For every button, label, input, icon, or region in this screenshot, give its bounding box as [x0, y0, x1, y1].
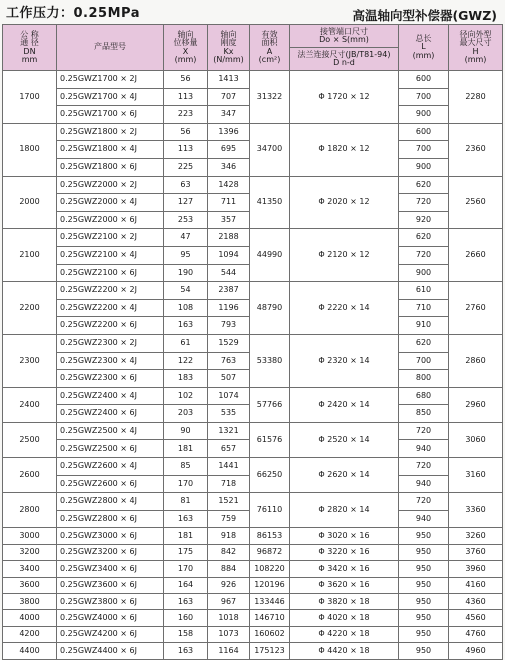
displacement-cell: 56	[164, 71, 208, 89]
table-row	[3, 493, 503, 511]
pipe-size-cell: Φ 3620 × 16	[290, 577, 399, 593]
length-cell: 940	[399, 510, 449, 528]
area-cell: 160602	[250, 626, 290, 642]
displacement-cell: 170	[164, 561, 208, 577]
pipe-size-cell: Φ 4420 × 18	[290, 643, 399, 659]
length-cell: 720	[399, 194, 449, 212]
stiffness-cell: 1094	[208, 246, 250, 264]
length-cell: 950	[399, 561, 449, 577]
area-cell: 146710	[250, 610, 290, 626]
length-cell: 720	[399, 422, 449, 440]
table-row	[3, 123, 503, 141]
pipe-size-cell: Φ 3220 × 16	[290, 544, 399, 560]
stiffness-cell: 718	[208, 475, 250, 493]
displacement-cell: 95	[164, 246, 208, 264]
model-cell: 0.25GWZ4000 × 6J	[57, 610, 164, 626]
length-cell: 720	[399, 493, 449, 511]
stiffness-cell: 711	[208, 194, 250, 212]
outer-size-cell: 4560	[449, 610, 503, 626]
dn-cell: 1700	[3, 71, 57, 124]
length-cell: 600	[399, 123, 449, 141]
displacement-cell: 54	[164, 282, 208, 300]
displacement-cell: 223	[164, 106, 208, 124]
stiffness-cell: 1529	[208, 334, 250, 352]
model-cell: 0.25GWZ1800 × 2J	[57, 123, 164, 141]
outer-size-cell: 2560	[449, 176, 503, 229]
outer-size-cell: 3960	[449, 561, 503, 577]
stiffness-cell: 1428	[208, 176, 250, 194]
length-cell: 720	[399, 458, 449, 476]
area-cell: 120196	[250, 577, 290, 593]
table-row	[3, 577, 503, 593]
stiffness-cell: 926	[208, 577, 250, 593]
table-row	[3, 229, 503, 247]
spec-table-body	[3, 71, 503, 660]
stiffness-cell: 1321	[208, 422, 250, 440]
outer-size-cell: 4960	[449, 643, 503, 659]
model-cell: 0.25GWZ2100 × 4J	[57, 246, 164, 264]
area-cell: 57766	[250, 387, 290, 422]
outer-size-cell: 3760	[449, 544, 503, 560]
outer-size-cell: 3160	[449, 458, 503, 493]
stiffness-cell: 695	[208, 141, 250, 159]
length-cell: 610	[399, 282, 449, 300]
dn-cell: 2400	[3, 387, 57, 422]
displacement-cell: 113	[164, 141, 208, 159]
model-cell: 0.25GWZ2000 × 6J	[57, 211, 164, 229]
stiffness-cell: 657	[208, 440, 250, 458]
header-dn: 公 称 通 径 DN mm	[3, 25, 57, 71]
stiffness-cell: 2188	[208, 229, 250, 247]
model-cell: 0.25GWZ2600 × 4J	[57, 458, 164, 476]
displacement-cell: 163	[164, 594, 208, 610]
length-cell: 800	[399, 370, 449, 388]
dn-cell: 2800	[3, 493, 57, 528]
displacement-cell: 63	[164, 176, 208, 194]
displacement-cell: 225	[164, 158, 208, 176]
area-cell: 53380	[250, 334, 290, 387]
length-cell: 700	[399, 88, 449, 106]
length-cell: 620	[399, 176, 449, 194]
header-stiffness: 轴向 刚度 Kx (N/mm)	[208, 25, 250, 71]
dn-cell: 3400	[3, 561, 57, 577]
displacement-cell: 164	[164, 577, 208, 593]
length-cell: 900	[399, 106, 449, 124]
table-row	[3, 387, 503, 405]
dn-cell: 4200	[3, 626, 57, 642]
area-cell: 44990	[250, 229, 290, 282]
stiffness-cell: 544	[208, 264, 250, 282]
pipe-size-cell: Φ 2420 × 14	[290, 387, 399, 422]
outer-size-cell: 2960	[449, 387, 503, 422]
model-cell: 0.25GWZ4200 × 6J	[57, 626, 164, 642]
area-cell: 96872	[250, 544, 290, 560]
dn-cell: 2000	[3, 176, 57, 229]
displacement-cell: 253	[164, 211, 208, 229]
displacement-cell: 90	[164, 422, 208, 440]
dn-cell: 2300	[3, 334, 57, 387]
length-cell: 850	[399, 405, 449, 423]
outer-size-cell: 2860	[449, 334, 503, 387]
area-cell: 76110	[250, 493, 290, 528]
area-cell: 133446	[250, 594, 290, 610]
outer-size-cell: 4360	[449, 594, 503, 610]
area-cell: 61576	[250, 422, 290, 457]
area-cell: 41350	[250, 176, 290, 229]
stiffness-cell: 763	[208, 352, 250, 370]
displacement-cell: 160	[164, 610, 208, 626]
model-cell: 0.25GWZ2200 × 6J	[57, 317, 164, 335]
area-cell: 175123	[250, 643, 290, 659]
model-cell: 0.25GWZ2300 × 2J	[57, 334, 164, 352]
stiffness-cell: 1073	[208, 626, 250, 642]
model-cell: 0.25GWZ1700 × 4J	[57, 88, 164, 106]
stiffness-cell: 707	[208, 88, 250, 106]
displacement-cell: 163	[164, 510, 208, 528]
stiffness-cell: 357	[208, 211, 250, 229]
displacement-cell: 203	[164, 405, 208, 423]
model-cell: 0.25GWZ1700 × 6J	[57, 106, 164, 124]
displacement-cell: 163	[164, 643, 208, 659]
displacement-cell: 81	[164, 493, 208, 511]
length-cell: 950	[399, 594, 449, 610]
area-cell: 66250	[250, 458, 290, 493]
area-cell: 34700	[250, 123, 290, 176]
length-cell: 620	[399, 229, 449, 247]
stiffness-cell: 2387	[208, 282, 250, 300]
model-cell: 0.25GWZ2300 × 6J	[57, 370, 164, 388]
outer-size-cell: 2660	[449, 229, 503, 282]
outer-size-cell: 2760	[449, 282, 503, 335]
pipe-size-cell: Φ 3020 × 16	[290, 528, 399, 544]
stiffness-cell: 535	[208, 405, 250, 423]
model-cell: 0.25GWZ1800 × 6J	[57, 158, 164, 176]
pipe-size-cell: Φ 4220 × 18	[290, 626, 399, 642]
dn-cell: 3800	[3, 594, 57, 610]
model-cell: 0.25GWZ3600 × 6J	[57, 577, 164, 593]
displacement-cell: 183	[164, 370, 208, 388]
dn-cell: 4000	[3, 610, 57, 626]
table-row	[3, 626, 503, 642]
table-row	[3, 528, 503, 544]
model-cell: 0.25GWZ4400 × 6J	[57, 643, 164, 659]
displacement-cell: 122	[164, 352, 208, 370]
area-cell: 86153	[250, 528, 290, 544]
model-cell: 0.25GWZ2800 × 4J	[57, 493, 164, 511]
length-cell: 620	[399, 334, 449, 352]
model-cell: 0.25GWZ2800 × 6J	[57, 510, 164, 528]
table-row	[3, 71, 503, 89]
model-cell: 0.25GWZ2300 × 4J	[57, 352, 164, 370]
table-row	[3, 610, 503, 626]
area-cell: 108220	[250, 561, 290, 577]
area-cell: 48790	[250, 282, 290, 335]
header-outer-size: 径向外型 最大尺寸 H (mm)	[449, 25, 503, 71]
model-cell: 0.25GWZ2100 × 2J	[57, 229, 164, 247]
stiffness-cell: 884	[208, 561, 250, 577]
displacement-cell: 108	[164, 299, 208, 317]
model-cell: 0.25GWZ2400 × 6J	[57, 405, 164, 423]
model-cell: 0.25GWZ3200 × 6J	[57, 544, 164, 560]
stiffness-cell: 507	[208, 370, 250, 388]
model-cell: 0.25GWZ2000 × 2J	[57, 176, 164, 194]
table-row	[3, 643, 503, 659]
displacement-cell: 127	[164, 194, 208, 212]
displacement-cell: 61	[164, 334, 208, 352]
displacement-cell: 113	[164, 88, 208, 106]
dn-cell: 2100	[3, 229, 57, 282]
length-cell: 940	[399, 475, 449, 493]
length-cell: 950	[399, 577, 449, 593]
model-cell: 0.25GWZ2200 × 4J	[57, 299, 164, 317]
length-cell: 950	[399, 643, 449, 659]
table-row	[3, 282, 503, 300]
displacement-cell: 163	[164, 317, 208, 335]
header-model: 产品型号	[57, 25, 164, 71]
dn-cell: 2200	[3, 282, 57, 335]
stiffness-cell: 1018	[208, 610, 250, 626]
pipe-size-cell: Φ 2120 × 12	[290, 229, 399, 282]
displacement-cell: 181	[164, 440, 208, 458]
stiffness-cell: 1196	[208, 299, 250, 317]
stiffness-cell: 1074	[208, 387, 250, 405]
outer-size-cell: 4160	[449, 577, 503, 593]
length-cell: 700	[399, 352, 449, 370]
model-cell: 0.25GWZ1700 × 2J	[57, 71, 164, 89]
pipe-size-cell: Φ 2020 × 12	[290, 176, 399, 229]
header-flange-size: 法兰连接尺寸(JB/T81-94) D n-d	[290, 48, 399, 71]
working-pressure-label: 工作压力：0.25MPa	[6, 6, 140, 21]
pipe-size-cell: Φ 2620 × 14	[290, 458, 399, 493]
area-cell: 31322	[250, 71, 290, 124]
model-cell: 0.25GWZ2500 × 6J	[57, 440, 164, 458]
pipe-size-cell: Φ 2320 × 14	[290, 334, 399, 387]
outer-size-cell: 3360	[449, 493, 503, 528]
dn-cell: 3200	[3, 544, 57, 560]
stiffness-cell: 1413	[208, 71, 250, 89]
model-cell: 0.25GWZ1800 × 4J	[57, 141, 164, 159]
stiffness-cell: 842	[208, 544, 250, 560]
model-cell: 0.25GWZ2000 × 4J	[57, 194, 164, 212]
model-cell: 0.25GWZ2100 × 6J	[57, 264, 164, 282]
model-cell: 0.25GWZ3800 × 6J	[57, 594, 164, 610]
page-title: 高温轴向型补偿器(GWZ)	[352, 8, 497, 23]
pipe-size-cell: Φ 4020 × 18	[290, 610, 399, 626]
pipe-size-cell: Φ 3420 × 16	[290, 561, 399, 577]
spec-table	[2, 24, 503, 660]
outer-size-cell: 4760	[449, 626, 503, 642]
length-cell: 910	[399, 317, 449, 335]
length-cell: 710	[399, 299, 449, 317]
stiffness-cell: 1521	[208, 493, 250, 511]
displacement-cell: 170	[164, 475, 208, 493]
length-cell: 680	[399, 387, 449, 405]
stiffness-cell: 1441	[208, 458, 250, 476]
outer-size-cell: 3060	[449, 422, 503, 457]
stiffness-cell: 1164	[208, 643, 250, 659]
table-row	[3, 458, 503, 476]
length-cell: 920	[399, 211, 449, 229]
pipe-size-cell: Φ 2220 × 14	[290, 282, 399, 335]
length-cell: 950	[399, 544, 449, 560]
displacement-cell: 181	[164, 528, 208, 544]
dn-cell: 2600	[3, 458, 57, 493]
outer-size-cell: 2280	[449, 71, 503, 124]
dn-cell: 2500	[3, 422, 57, 457]
dn-cell: 3600	[3, 577, 57, 593]
stiffness-cell: 759	[208, 510, 250, 528]
length-cell: 600	[399, 71, 449, 89]
model-cell: 0.25GWZ3000 × 6J	[57, 528, 164, 544]
length-cell: 900	[399, 264, 449, 282]
table-row	[3, 334, 503, 352]
displacement-cell: 56	[164, 123, 208, 141]
stiffness-cell: 793	[208, 317, 250, 335]
displacement-cell: 47	[164, 229, 208, 247]
header-length: 总长 L (mm)	[399, 25, 449, 71]
table-row	[3, 594, 503, 610]
length-cell: 720	[399, 246, 449, 264]
header-displacement: 轴向 位移量 X (mm)	[164, 25, 208, 71]
dn-cell: 4400	[3, 643, 57, 659]
displacement-cell: 85	[164, 458, 208, 476]
length-cell: 950	[399, 626, 449, 642]
length-cell: 700	[399, 141, 449, 159]
stiffness-cell: 1396	[208, 123, 250, 141]
length-cell: 940	[399, 440, 449, 458]
stiffness-cell: 346	[208, 158, 250, 176]
dn-cell: 3000	[3, 528, 57, 544]
model-cell: 0.25GWZ3400 × 6J	[57, 561, 164, 577]
displacement-cell: 102	[164, 387, 208, 405]
model-cell: 0.25GWZ2200 × 2J	[57, 282, 164, 300]
model-cell: 0.25GWZ2500 × 4J	[57, 422, 164, 440]
length-cell: 950	[399, 528, 449, 544]
page-header	[0, 0, 505, 22]
displacement-cell: 158	[164, 626, 208, 642]
header-pipe-size: 接管端口尺寸 Do × S(mm)	[290, 25, 399, 48]
model-cell: 0.25GWZ2600 × 6J	[57, 475, 164, 493]
table-row	[3, 561, 503, 577]
displacement-cell: 175	[164, 544, 208, 560]
outer-size-cell: 2360	[449, 123, 503, 176]
length-cell: 900	[399, 158, 449, 176]
stiffness-cell: 347	[208, 106, 250, 124]
pipe-size-cell: Φ 1720 × 12	[290, 71, 399, 124]
stiffness-cell: 967	[208, 594, 250, 610]
model-cell: 0.25GWZ2400 × 4J	[57, 387, 164, 405]
table-row	[3, 422, 503, 440]
table-row	[3, 544, 503, 560]
displacement-cell: 190	[164, 264, 208, 282]
header-area: 有效 面积 A (cm²)	[250, 25, 290, 71]
outer-size-cell: 3260	[449, 528, 503, 544]
pipe-size-cell: Φ 2820 × 14	[290, 493, 399, 528]
length-cell: 950	[399, 610, 449, 626]
dn-cell: 1800	[3, 123, 57, 176]
pipe-size-cell: Φ 3820 × 18	[290, 594, 399, 610]
pipe-size-cell: Φ 2520 × 14	[290, 422, 399, 457]
table-row	[3, 176, 503, 194]
stiffness-cell: 918	[208, 528, 250, 544]
pipe-size-cell: Φ 1820 × 12	[290, 123, 399, 176]
